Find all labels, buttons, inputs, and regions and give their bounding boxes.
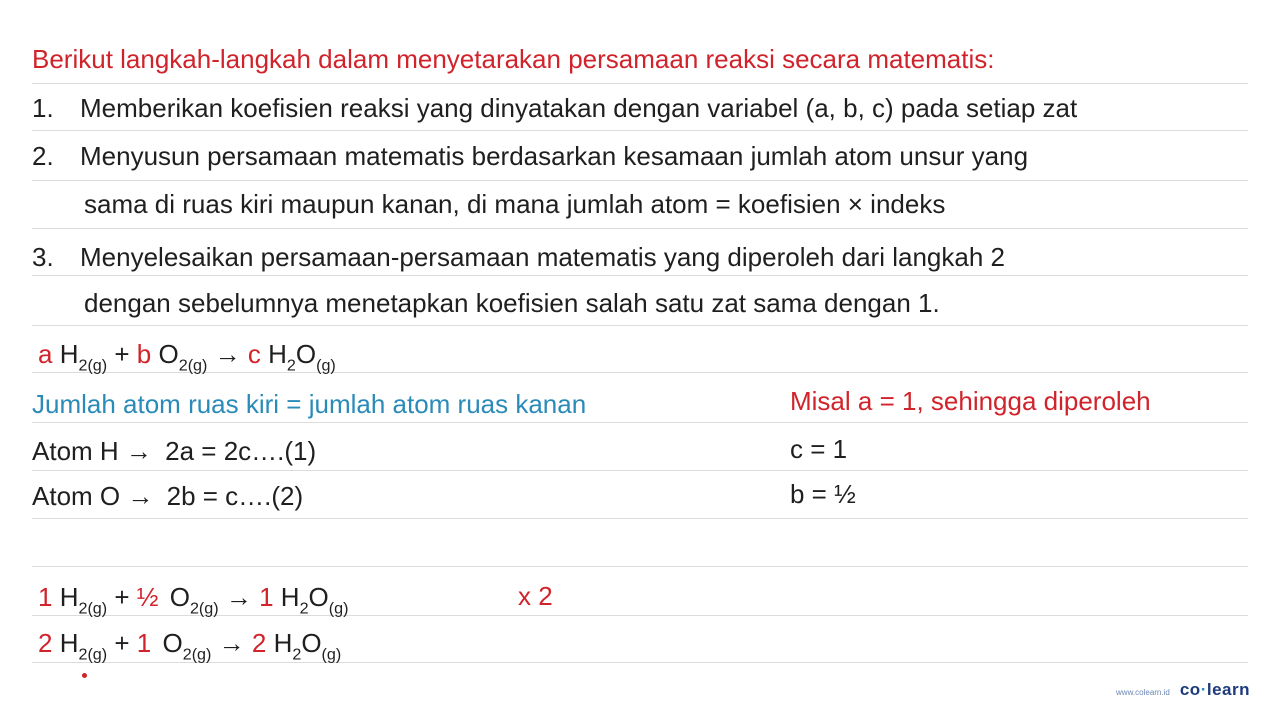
multiplier: x 2 xyxy=(518,581,553,611)
atom-o-equation: Atom O → 2b = c….(2) xyxy=(32,481,304,511)
formula-h2o: $H_2O_{(g)}$ xyxy=(268,339,336,375)
divider xyxy=(32,130,1248,131)
divider xyxy=(32,518,1248,519)
formula-h2: $H_{2(g)}$ xyxy=(59,339,108,375)
coefficient: 1 xyxy=(38,582,53,612)
divider xyxy=(32,566,1248,567)
pointer-dot xyxy=(82,673,87,678)
step-text-continuation: dengan sebelumnya menetapkan koefisien salah satu zat sama dengan 1. xyxy=(84,288,940,318)
result-c: c = 1 xyxy=(790,434,848,464)
step-number: 2. xyxy=(32,141,54,171)
balanced-equation: 2 $H_{2(g)} + 1$ $O_{2(g)} \to 2$ $H_2O_{(g)}$ xyxy=(38,628,342,664)
formula-o2: $O_{2(g)}$ xyxy=(169,582,219,618)
arrow-icon: → xyxy=(125,436,152,466)
coefficient-c: c xyxy=(247,339,261,369)
step-text: Memberikan koefisien reaksi yang dinyatakan dengan variabel (a, b, c) pada setiap zat xyxy=(80,93,1078,123)
coefficient: 2 xyxy=(38,628,53,658)
divider xyxy=(32,662,1248,663)
step-text-continuation: sama di ruas kiri maupun kanan, di mana jumlah atom = koefisien × indeks xyxy=(84,189,946,219)
step-text: Menyusun persamaan matematis berdasarkan kesamaan jumlah atom unsur yang xyxy=(80,141,1029,171)
footer-url: www.colearn.id xyxy=(1116,688,1170,697)
divider xyxy=(32,325,1248,326)
formula-h2o: $H_2O_{(g)}$ xyxy=(280,582,349,618)
divider xyxy=(32,470,1248,471)
divider xyxy=(32,275,1248,276)
coefficient: 1 xyxy=(259,582,274,612)
coefficient-a: a xyxy=(38,339,53,369)
divider xyxy=(32,228,1248,229)
left-heading: Jumlah atom ruas kiri = jumlah atom ruas kanan xyxy=(32,389,587,419)
formula-h2: $H_{2(g)}$ xyxy=(59,582,108,618)
divider xyxy=(32,83,1248,84)
formula-h2: $H_{2(g)}$ xyxy=(59,628,108,664)
formula-h2o: $H_2O_{(g)}$ xyxy=(273,628,342,664)
step-number: 3. xyxy=(32,242,54,272)
arrow-icon: → xyxy=(218,628,245,658)
result-b: b = ½ xyxy=(790,479,856,509)
formula-o2: $O_{2(g)}$ xyxy=(162,628,212,664)
right-heading: Misal a = 1, sehingga diperoleh xyxy=(790,386,1151,416)
divider xyxy=(32,372,1248,373)
coefficient: ½ xyxy=(136,582,159,612)
atom-h-equation: Atom H → 2a = 2c….(1) xyxy=(32,436,317,466)
brand-logo: co·learn xyxy=(1179,680,1250,699)
step-number: 1. xyxy=(32,93,54,123)
coefficient: 1 xyxy=(136,628,152,658)
general-reaction-equation: a $H_{2(g)} + b$ $O_{2(g)} \to c$ $H_2O_{(g)}$ xyxy=(38,339,336,375)
intermediate-equation: 1 $H_{2(g)}$ + ½ $O_{2(g)} \to 1$ $H_2O_{(g)}$ xyxy=(38,582,349,618)
step-text: Menyelesaikan persamaan-persamaan matematis yang diperoleh dari langkah 2 xyxy=(80,242,1005,272)
divider xyxy=(32,180,1248,181)
arrow-icon: → xyxy=(214,339,241,369)
formula-o2: $O_{2(g)}$ xyxy=(158,339,208,375)
arrow-icon: → xyxy=(127,481,154,511)
page-title: Berikut langkah-langkah dalam menyetarakan persamaan reaksi secara matematis: xyxy=(32,44,995,74)
coefficient: 2 xyxy=(251,628,267,658)
footer-brand xyxy=(1116,680,1250,700)
coefficient-b: b xyxy=(136,339,152,369)
divider xyxy=(32,422,1248,423)
arrow-icon: → xyxy=(225,582,252,612)
